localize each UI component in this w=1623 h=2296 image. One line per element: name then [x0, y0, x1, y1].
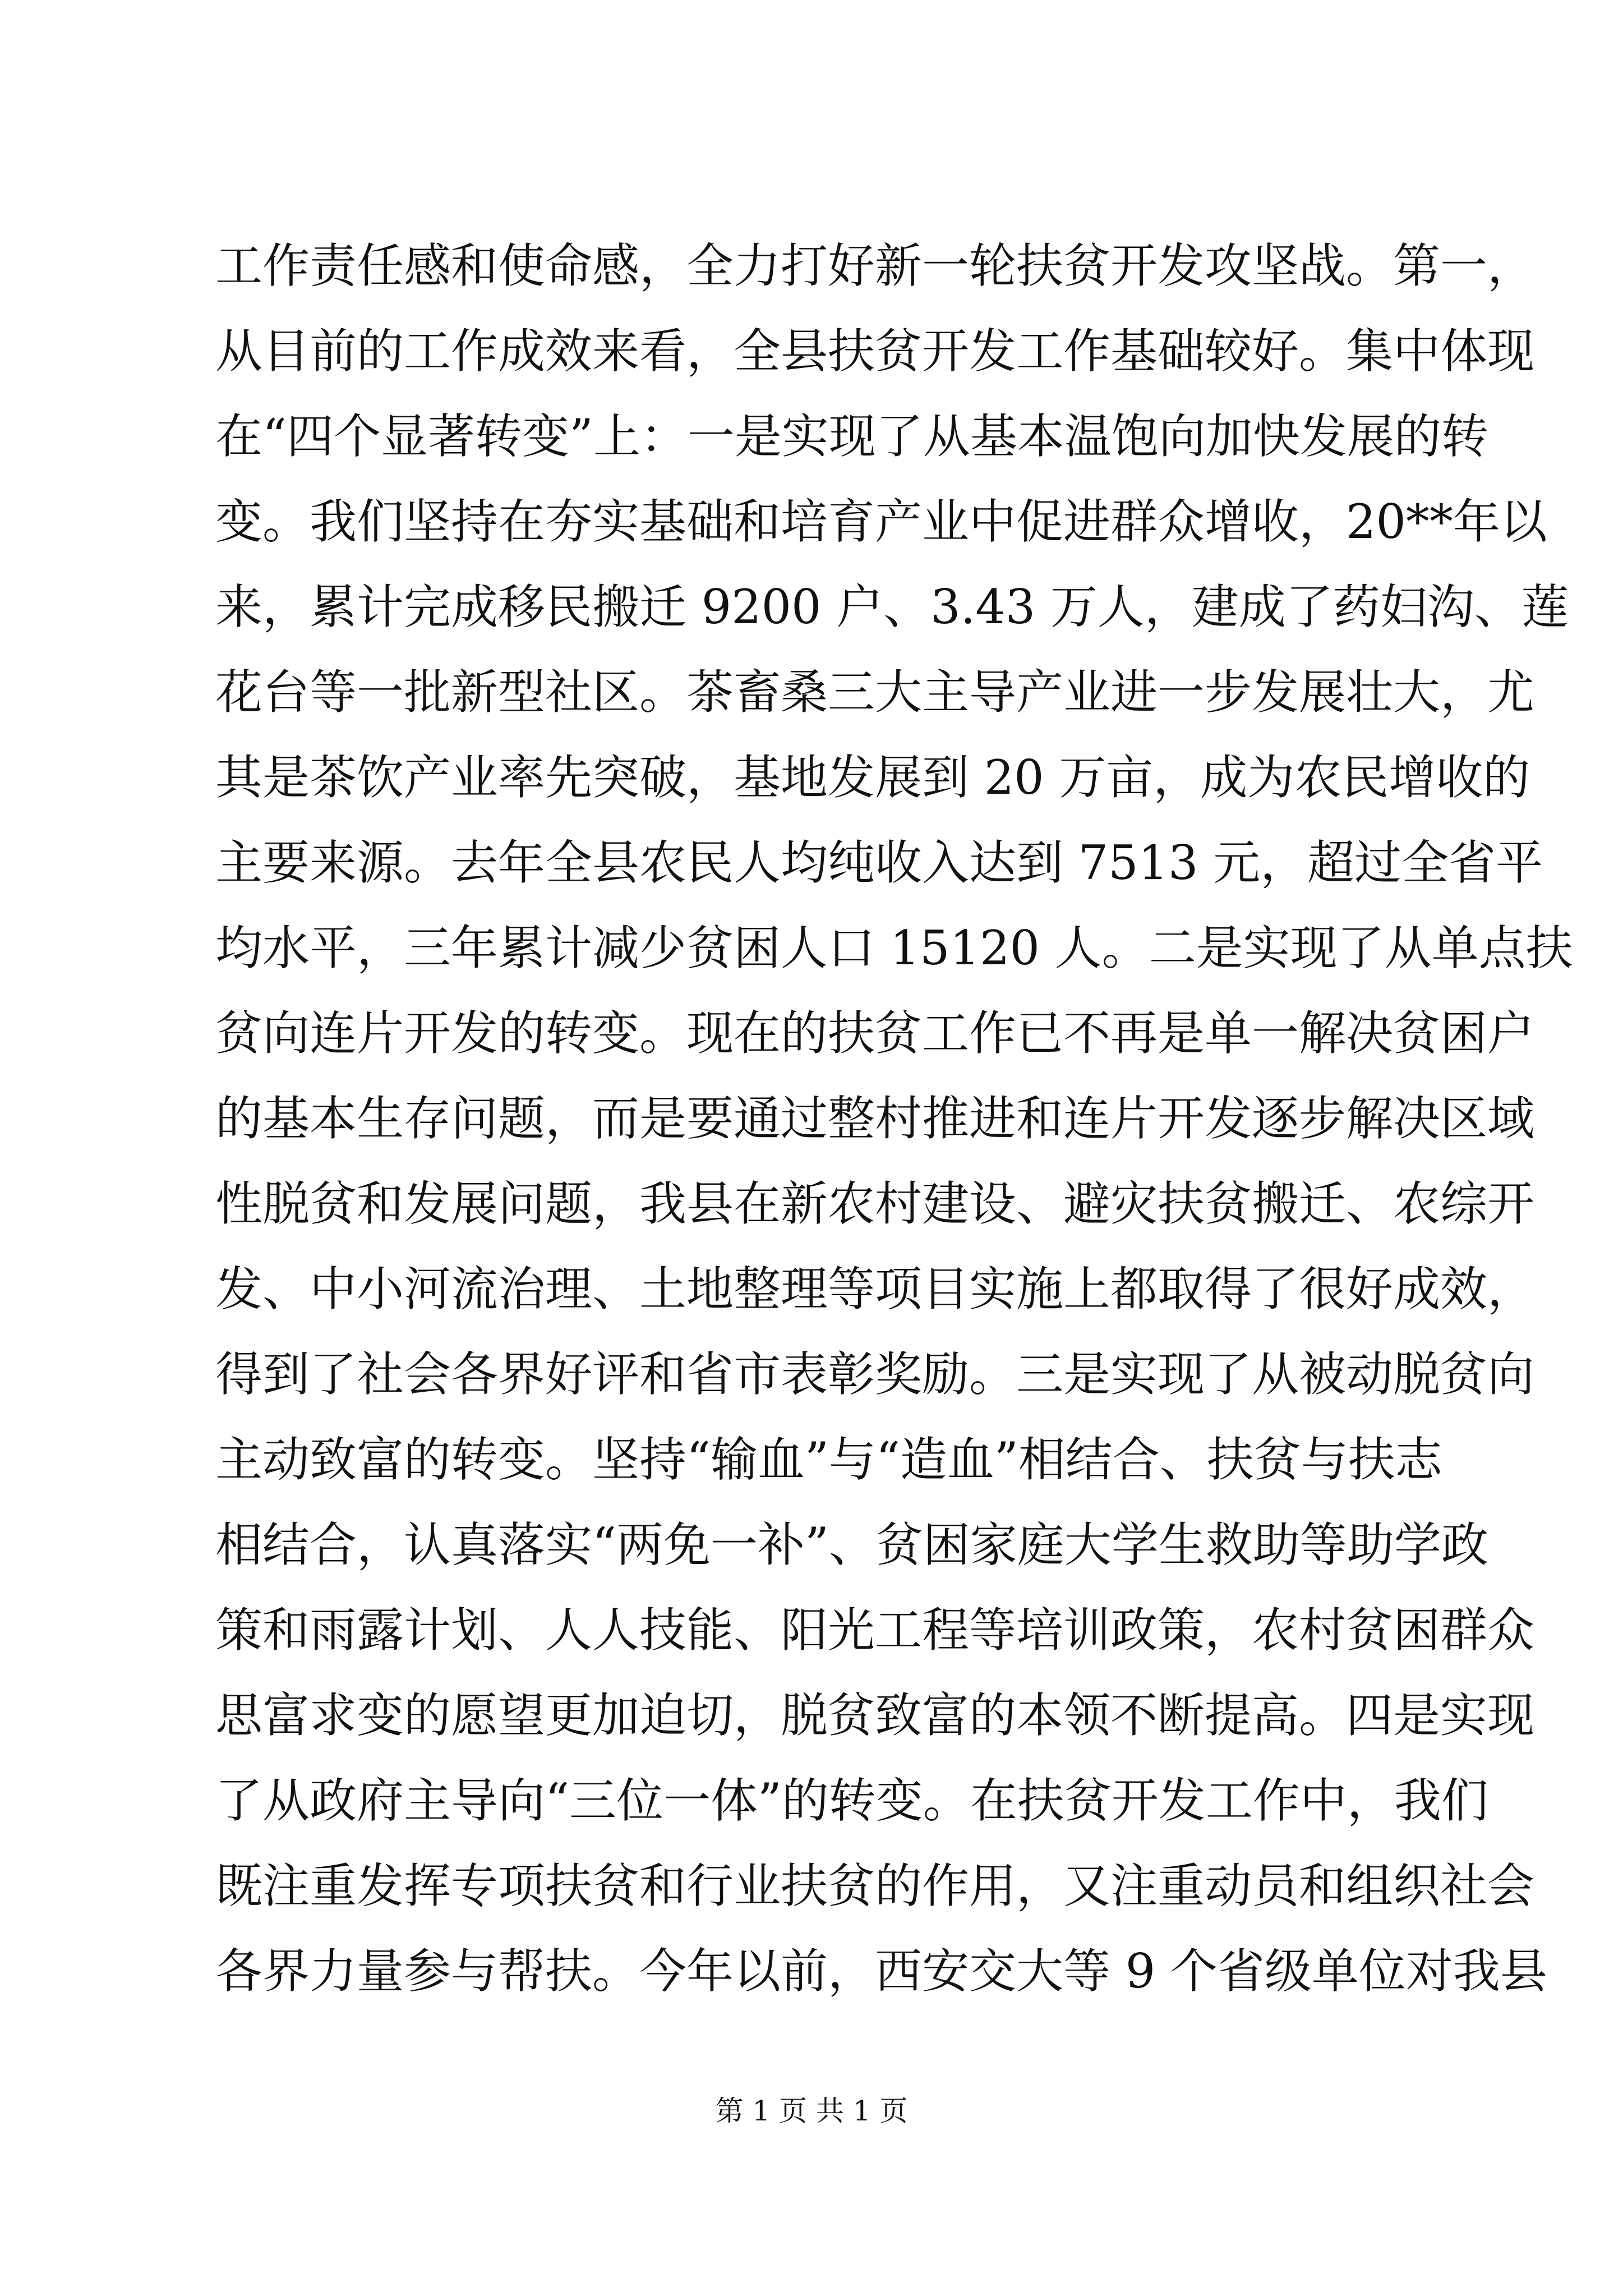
text-line: 贫向连片开发的转变。现在的扶贫工作已不再是单一解决贫困户: [215, 1006, 1535, 1061]
text-line: 得到了社会各界好评和省市表彰奖励。三是实现了从被动脱贫向: [215, 1347, 1535, 1402]
text-line: 的基本生存问题，而是要通过整村推进和连片开发逐步解决区域: [215, 1091, 1535, 1146]
text-line: 变。我们坚持在夯实基础和培育产业中促进群众增收，20**年以: [215, 494, 1547, 549]
text-line: 来，累计完成移民搬迁 9200 户、3.43 万人，建成了药妇沟、莲: [215, 579, 1569, 634]
text-line: 花台等一批新型社区。茶畜桑三大主导产业进一步发展壮大，尤: [215, 665, 1535, 720]
text-line: 在“四个显著转变”上：一是实现了从基本温饱向加快发展的转: [215, 409, 1488, 464]
text-line: 了从政府主导向“三位一体”的转变。在扶贫开发工作中，我们: [215, 1773, 1488, 1828]
text-line: 策和雨露计划、人人技能、阳光工程等培训政策，农村贫困群众: [215, 1603, 1535, 1658]
text-line: 均水平，三年累计减少贫困人口 15120 人。二是实现了从单点扶: [215, 921, 1573, 976]
text-line: 从目前的工作成效来看，全县扶贫开发工作基础较好。集中体现: [215, 324, 1535, 379]
text-line: 其是茶饮产业率先突破，基地发展到 20 万亩，成为农民增收的: [215, 750, 1530, 805]
text-line: 思富求变的愿望更加迫切，脱贫致富的本领不断提高。四是实现: [215, 1688, 1535, 1743]
text-line: 相结合，认真落实“两免一补”、贫困家庭大学生救助等助学政: [215, 1517, 1488, 1572]
text-line: 既注重发挥专项扶贫和行业扶贫的作用，又注重动员和组织社会: [215, 1858, 1535, 1913]
text-line: 主要来源。去年全县农民人均纯收入达到 7513 元，超过全省平: [215, 835, 1543, 890]
text-line: 工作责任感和使命感，全力打好新一轮扶贫开发攻坚战。第一，: [215, 238, 1535, 293]
text-line: 性脱贫和发展问题，我县在新农村建设、避灾扶贫搬迁、农综开: [215, 1176, 1535, 1231]
page-footer: 第 1 页 共 1 页: [715, 2095, 908, 2127]
text-line: 主动致富的转变。坚持“输血”与“造血”相结合、扶贫与扶志: [215, 1432, 1442, 1487]
body-text: [215, 223, 1573, 2014]
text-line: 各界力量参与帮扶。今年以前，西安交大等 9 个省级单位对我县: [215, 1944, 1547, 1999]
text-line: 发、中小河流治理、土地整理等项目实施上都取得了很好成效，: [215, 1262, 1535, 1317]
